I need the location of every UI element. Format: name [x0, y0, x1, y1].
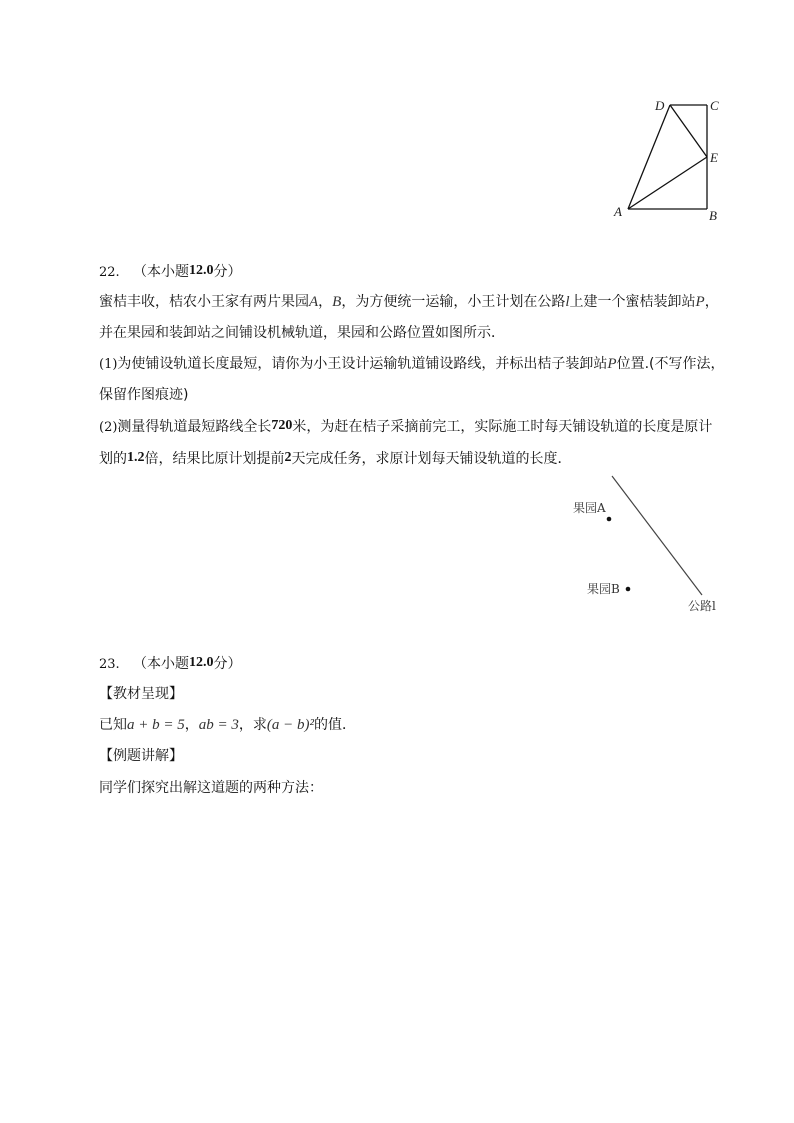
text: ， [704, 294, 719, 310]
var-b: B [332, 294, 342, 310]
q22-number: 22. [99, 265, 120, 280]
equation-product: ab = 3 [198, 717, 239, 733]
q22-header [99, 261, 242, 283]
var-l: l [565, 294, 570, 310]
expression-square: (a − b)² [266, 717, 314, 733]
text: 测量得轨道最短路线全长 [117, 419, 272, 435]
text: 为使铺设轨道长度最短，请你为小王设计运输轨道铺设路线，并标出桔子装卸站 [117, 356, 608, 372]
q22-score: 12.0 [189, 263, 214, 278]
text: 已知 [99, 717, 127, 733]
part1-number: (1) [99, 357, 118, 372]
orchard-b-label: 果园B [587, 582, 620, 596]
orchard-b-point [626, 587, 631, 592]
text: ， [318, 294, 333, 310]
q22-score-suffix: 分） [213, 264, 242, 280]
road-line [612, 476, 702, 595]
q23-score: 12.0 [189, 655, 214, 670]
text: ，求 [238, 717, 267, 733]
q23-given [99, 715, 356, 735]
orchard-a-point [607, 517, 612, 522]
label-D: D [655, 98, 665, 113]
q23-header [99, 653, 242, 675]
q23-number: 23. [99, 657, 120, 672]
days: 2 [284, 450, 292, 465]
label-A: A [614, 204, 622, 219]
var-p: P [607, 356, 617, 372]
text: ， [184, 717, 199, 733]
q23-intro: 同学们探究出解这道题的两种方法： [99, 780, 323, 796]
q22-part2-line1 [99, 416, 712, 438]
text: 上建一个蜜桔装卸站 [569, 294, 696, 310]
text: 的值． [313, 717, 356, 733]
track-length: 720 [271, 418, 293, 433]
q22-part1-line1 [99, 354, 725, 375]
equation-sum: a + b = 5 [127, 717, 185, 733]
q22-part1-line2: 保留作图痕迹) [99, 387, 189, 403]
q22-stem-line2: 并在果园和装卸站之间铺设机械轨道，果园和公路位置如图所示． [99, 325, 505, 341]
text: 倍，结果比原计划提前 [144, 451, 285, 467]
q22-stem-line1 [99, 292, 719, 312]
road-label: 公路l [688, 599, 716, 613]
q22-part2-line2 [99, 448, 572, 469]
label-C: C [710, 98, 719, 113]
orchard-a-label: 果园A [573, 501, 606, 515]
text: 天完成任务，求原计划每天铺设轨道的长度． [291, 451, 572, 467]
q22-score-prefix: （本小题 [133, 264, 190, 280]
ratio: 1.2 [127, 450, 145, 465]
text: 蜜桔丰收，桔农小王家有两片果园 [99, 294, 309, 310]
q23-section-textbook: 【教材呈现】 [99, 686, 183, 702]
var-p: P [695, 294, 705, 310]
var-a: A [309, 294, 319, 310]
label-B: B [709, 208, 717, 223]
q23-score-prefix: （本小题 [133, 656, 190, 672]
text: 米，为赶在桔子采摘前完工，实际施工时每天铺设轨道的长度是原计 [292, 419, 713, 435]
q23-section-example: 【例题讲解】 [99, 748, 183, 764]
text: ，为方便统一运输，小王计划在公路 [341, 294, 566, 310]
part2-number: (2) [99, 420, 118, 435]
text: 位置.(不写作法， [616, 356, 725, 372]
label-E: E [710, 150, 718, 165]
q23-score-suffix: 分） [213, 656, 242, 672]
text: 划的 [99, 451, 127, 467]
